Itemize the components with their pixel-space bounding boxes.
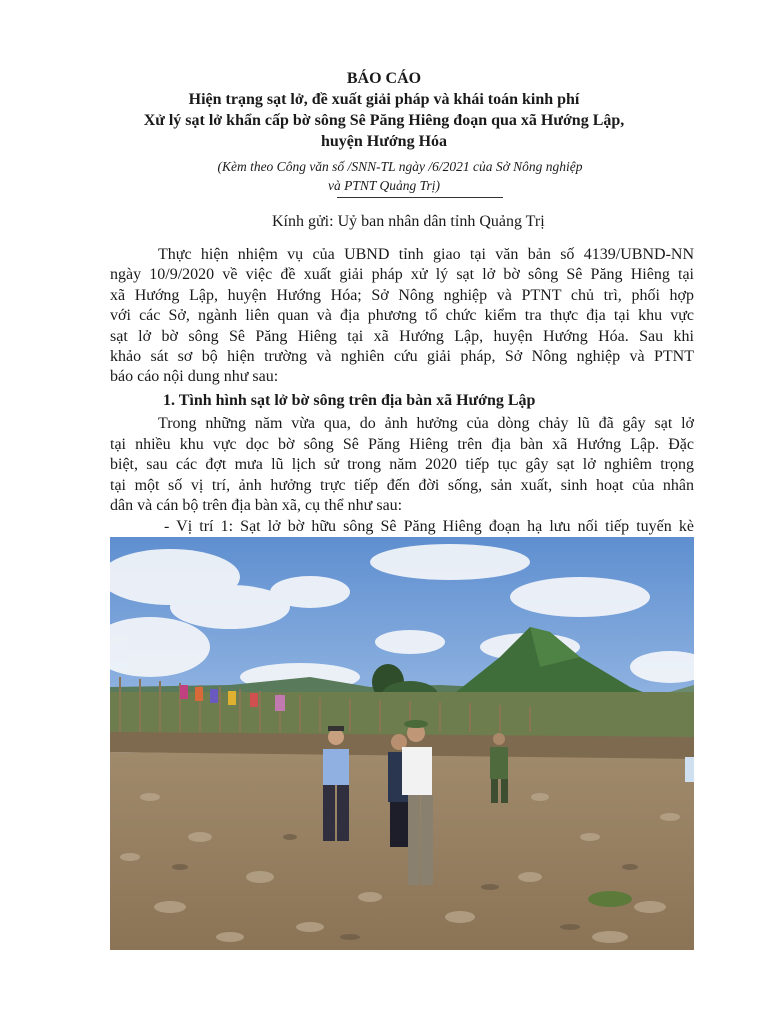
intro-line: ngày 10/9/2020 về việc đề xuất giải pháp xử lý sạt lở bờ sông Sê Păng Hiêng tại bbox=[110, 266, 694, 283]
report-subtitle-3: huyện Hướng Hóa bbox=[320, 133, 448, 150]
reference-line-2: và PTNT Quảng Trị) bbox=[328, 178, 440, 193]
riverbank-site-photo bbox=[110, 537, 694, 950]
intro-line: với các Sở, ngành liên quan và địa phương tổ chức kiểm tra thực địa tại khu vực bbox=[110, 307, 694, 324]
section-1-line: tại một số vị trí, ảnh hưởng trực tiếp đến đời sống, sản xuất, sinh hoạt của nhân bbox=[110, 477, 694, 494]
reference-line-1: (Kèm theo Công văn số /SNN-TL ngày /6/2021 của Sở Nông nghiệp bbox=[217, 159, 583, 174]
title-divider bbox=[337, 197, 503, 198]
report-heading: BÁO CÁO bbox=[346, 70, 422, 87]
section-1-line: biệt, sau các đợt mưa lũ lịch sử trong năm 2020 tiếp tục gây sạt lở nghiêm trọng bbox=[110, 456, 694, 473]
intro-line: xã Hướng Lập, huyện Hướng Hóa; Sở Nông nghiệp và PTNT chủ trì, phối hợp bbox=[110, 287, 694, 304]
section-1-heading: 1. Tình hình sạt lở bờ sông trên địa bàn xã Hướng Lập bbox=[163, 392, 536, 409]
section-1-line: dân và cán bộ trên địa bàn xã, cụ thể như sau: bbox=[110, 497, 403, 514]
intro-line: Thực hiện nhiệm vụ của UBND tỉnh giao tại văn bản số 4139/UBND-NN bbox=[158, 246, 694, 263]
report-subtitle-1: Hiện trạng sạt lở, đề xuất giải pháp và khái toán kinh phí bbox=[188, 91, 580, 108]
section-1-line: Trong những năm vừa qua, do ảnh hưởng của dòng chảy lũ đã gây sạt lở bbox=[158, 415, 694, 432]
addressee: Kính gửi: Uỷ ban nhân dân tỉnh Quảng Trị bbox=[272, 213, 545, 230]
report-subtitle-2: Xử lý sạt lở khẩn cấp bờ sông Sê Păng Hiêng đoạn qua xã Hướng Lập, bbox=[143, 112, 625, 129]
section-1-line: tại nhiều khu vực dọc bờ sông Sê Păng Hiêng trên địa bàn xã Hướng Lập. Đặc bbox=[110, 436, 694, 453]
intro-line: báo cáo nội dung như sau: bbox=[110, 368, 279, 385]
intro-line: khảo sát sơ bộ hiện trường và nghiên cứu giải pháp, Sở Nông nghiệp và PTNT bbox=[110, 348, 694, 365]
location-1-line: - Vị trí 1: Sạt lở bờ hữu sông Sê Păng Hiêng đoạn hạ lưu nối tiếp tuyến kè bbox=[164, 518, 694, 535]
intro-line: sạt lở bờ sông Sê Păng Hiêng tại xã Hướng Lập, huyện Hướng Hóa. Sau khi bbox=[110, 328, 694, 345]
